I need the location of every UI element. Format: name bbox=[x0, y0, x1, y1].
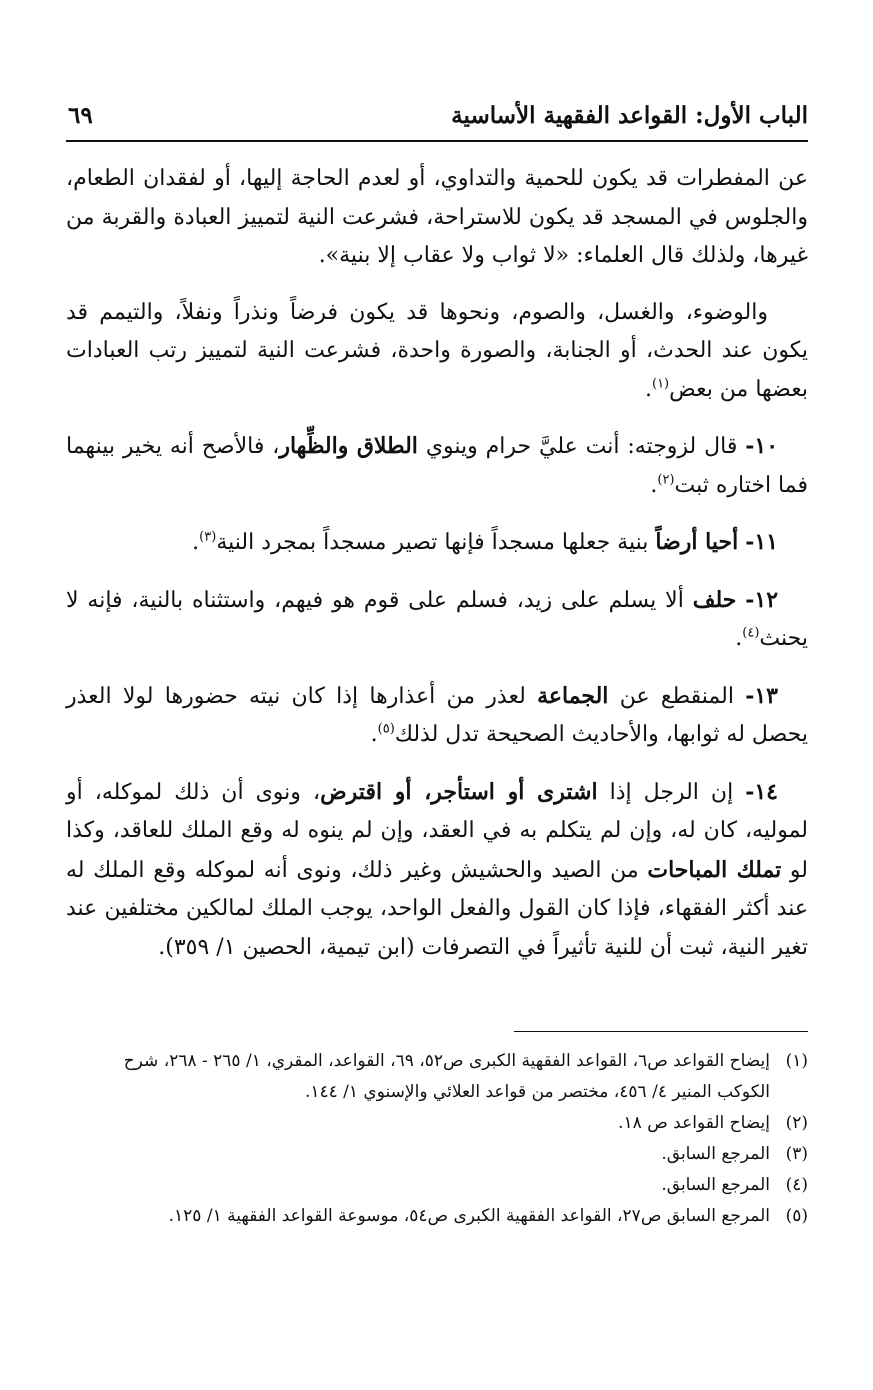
footnote-number: (١) bbox=[785, 1051, 808, 1071]
item-14-number: ١٤- bbox=[745, 778, 778, 805]
item-10-text-a: قال لزوجته: أنت عليَّ حرام وينوي bbox=[425, 434, 738, 459]
footnotes bbox=[66, 1046, 808, 1232]
paragraph-1 bbox=[66, 160, 808, 276]
item-13-end: . bbox=[370, 722, 378, 747]
item-10-text-b: ، فالأصح أنه يخير بينهما فما اختاره ثبت bbox=[66, 434, 808, 498]
paragraph-2: والوضوء، والغسل، والصوم، ونحوها قد يكون فرضاً ونذراً ونفلاً، والتيمم قد يكون عند الحدث، أو الجنابة، والصورة واحدة، فشرعت النية لتمييز رتب العبادات بعضها من بعض$^{(١)}$. bbox=[66, 299, 808, 402]
item-13-text-b: لعذر من أعذارها إذا كان نيته حضورها لولا العذر يحصل له ثوابها، والأحاديث الصحيحة تدل لذلك bbox=[66, 683, 808, 747]
footnote-text: المرجع السابق. bbox=[661, 1144, 770, 1164]
footnote-number: (٣) bbox=[785, 1144, 808, 1164]
footnote-ref-4: (٤) bbox=[742, 625, 760, 641]
item-11-bold: أحيا أرضاً bbox=[655, 529, 739, 555]
item-11-text: بنية جعلها مسجداً فإنها تصير مسجداً بمجرد النية bbox=[216, 530, 649, 555]
footnote-ref-5: (٥) bbox=[377, 721, 395, 737]
item-11-end: . bbox=[192, 530, 200, 555]
item-14-text-a: إن الرجل إذا bbox=[609, 779, 734, 805]
footnote-text: المرجع السابق ص٢٧، القواعد الفقهية الكبرى ص٥٤، موسوعة القواعد الفقهية ١/ ١٢٥. bbox=[168, 1206, 770, 1226]
item-13 bbox=[66, 677, 808, 755]
footnote-3 bbox=[66, 1139, 808, 1170]
item-12-bold: حلف bbox=[692, 586, 737, 613]
item-12-text: ألا يسلم على زيد، فسلم على قوم هو فيهم، واستثناه بالنية، فإنه لا يحنث bbox=[66, 587, 808, 651]
item-12 bbox=[66, 581, 808, 659]
footnote-number: (٢) bbox=[785, 1113, 808, 1133]
paragraph-1-text: عن المفطرات قد يكون للحمية والتداوي، أو لعدم الحاجة إليها، أو لفقدان الطعام، والجلوس في المسجد قد يكون للاستراحة، فشرعت النية لتمييز العبادة والقربة من غيرها، ولذلك قال العلماء: «لا ثواب ولا عقاب إلا بنية». bbox=[66, 166, 808, 268]
main-text bbox=[66, 160, 808, 985]
footnote-text: المرجع السابق. bbox=[661, 1175, 770, 1195]
footnote-divider bbox=[514, 1031, 808, 1032]
page-number: ٦٩ bbox=[68, 102, 93, 129]
item-10-bold: الطلاق والظِّهار bbox=[279, 433, 418, 459]
item-14-bold-a: اشترى أو استأجر، أو اقترض bbox=[320, 778, 598, 805]
item-12-number: ١٢- bbox=[745, 586, 779, 613]
item-10-number: ١٠- bbox=[745, 433, 779, 459]
item-12-end: . bbox=[735, 626, 743, 651]
footnote-ref-1: (١) bbox=[651, 376, 670, 392]
item-14 bbox=[66, 773, 808, 968]
item-14-text-c: من الصيد والحشيش وغير ذلك، ونوى أنه لموكله وقع الملك له عند أكثر الفقهاء، فإذا كان القول والفعل الواحد، يوجب الملك لمالكين مختلفين عند تغير النية، ثبت أن للنية تأثيراً في التصرفات (ابن تيمية، الحصين ١/ ٣٥٩). bbox=[66, 857, 808, 960]
footnote-ref-2: (٢) bbox=[657, 472, 675, 488]
chapter-title: الباب الأول: القواعد الفقهية الأساسية bbox=[451, 102, 808, 129]
footnote-text: إيضاح القواعد ص ١٨. bbox=[618, 1113, 770, 1133]
footnote-text: إيضاح القواعد ص٦، القواعد الفقهية الكبرى ص٥٢، ٦٩، القواعد، المقري، ١/ ٢٦٥ - ٢٦٨، شرح الكوكب المنير ٤/ ٤٥٦، مختصر من قواعد العلائي والإسنوي ١/ ١٤٤. bbox=[123, 1051, 770, 1102]
item-10-end: . bbox=[650, 472, 658, 498]
footnote-ref-3: (٣) bbox=[199, 529, 217, 545]
footnote-1 bbox=[66, 1046, 808, 1108]
footnote-2 bbox=[66, 1108, 808, 1139]
footnote-number: (٥) bbox=[785, 1206, 808, 1226]
item-11-number: ١١- bbox=[745, 529, 778, 555]
paragraph-2-text: والوضوء، والغسل، والصوم، ونحوها قد يكون فرضاً ونذراً ونفلاً، والتيمم قد يكون عند الحدث، أو الجنابة، والصورة واحدة، فشرعت النية لتمييز رتب العبادات بعضها من بعض bbox=[66, 299, 808, 402]
item-13-bold: الجماعة bbox=[537, 682, 609, 709]
item-14-bold-b: تملك المباحات bbox=[647, 856, 782, 883]
footnote-5 bbox=[66, 1201, 808, 1232]
item-13-number: ١٣- bbox=[745, 682, 778, 709]
footnote-number: (٤) bbox=[785, 1175, 808, 1195]
item-13-text-a: المنقطع عن bbox=[619, 683, 734, 709]
item-14-text-b: ، ونوى أن ذلك لموكله، أو لموليه، كان له، وإن لم يتكلم به في العقد، وإن لم ينوه له وقع الملك للعاقد، وكذا لو bbox=[66, 779, 808, 883]
footnote-4 bbox=[66, 1170, 808, 1201]
item-10 bbox=[66, 427, 808, 505]
page-header bbox=[66, 96, 808, 142]
item-11 bbox=[66, 523, 808, 563]
